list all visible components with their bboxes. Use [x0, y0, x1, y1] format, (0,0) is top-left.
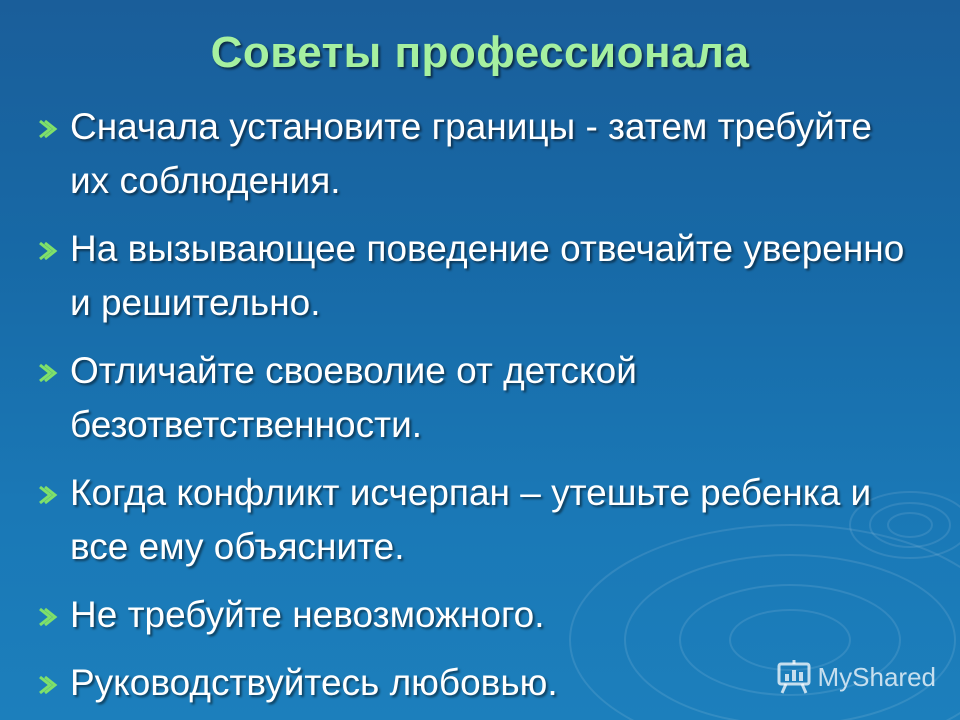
bullet-item — [36, 588, 916, 642]
watermark-text: MyShared — [817, 661, 936, 692]
arrow-right-icon — [36, 606, 58, 628]
arrow-right-icon — [36, 484, 58, 506]
slide-title: Советы профессионала — [210, 28, 750, 77]
bullet-text: Не требуйте невозможного. — [70, 594, 545, 635]
bullet-text: Когда конфликт исчерпан – утешьте ребенка и все ему объясните. — [70, 472, 872, 567]
bullet-text: Сначала установите границы - затем требуйте их соблюдения. — [70, 106, 872, 201]
myshared-watermark[interactable] — [776, 660, 937, 694]
bullet-item — [36, 466, 916, 574]
projector-board-icon — [776, 660, 812, 694]
arrow-right-icon — [36, 362, 58, 384]
arrow-right-icon — [36, 674, 58, 696]
bullet-text: Отличайте своеволие от детской безответственности. — [70, 350, 637, 445]
bullet-item — [36, 344, 916, 452]
arrow-right-icon — [36, 240, 58, 262]
bullet-text: На вызывающее поведение отвечайте уверенно и решительно. — [70, 228, 905, 323]
bullet-text: Руководствуйтесь любовью. — [70, 662, 558, 703]
arrow-right-icon — [36, 118, 58, 140]
bullet-item — [36, 100, 916, 208]
bullet-list — [36, 100, 916, 720]
bullet-item — [36, 222, 916, 330]
